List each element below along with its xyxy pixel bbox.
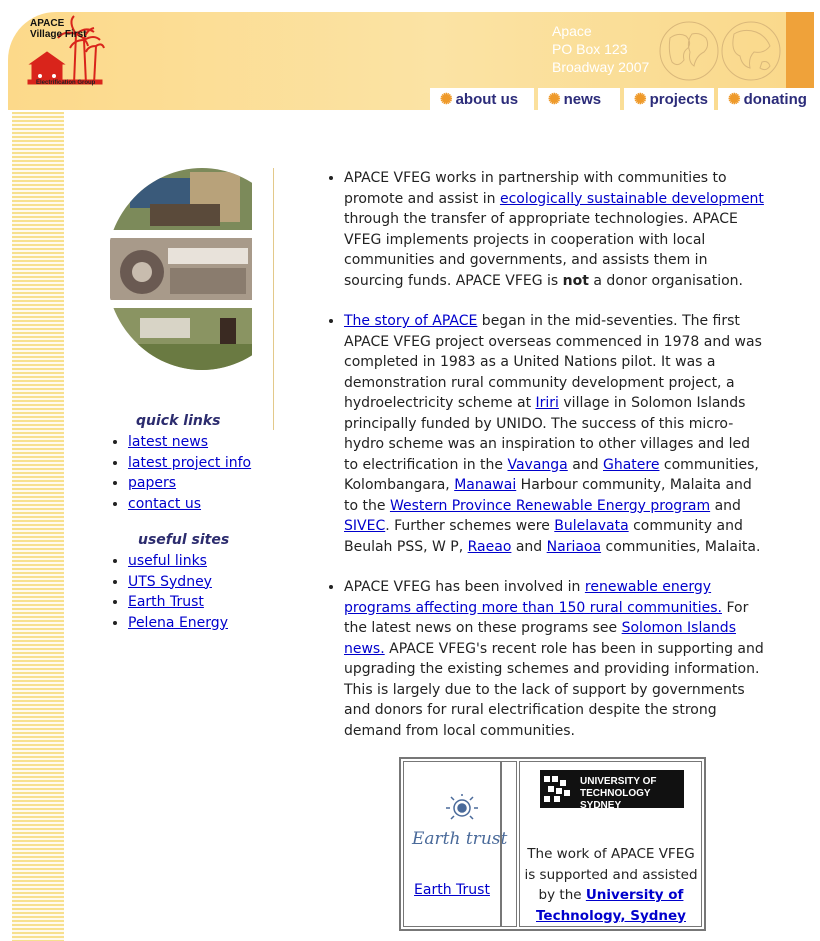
list-item — [128, 551, 228, 572]
sun-icon: ✺ — [548, 91, 561, 108]
useful-links-link[interactable]: useful links — [128, 553, 207, 569]
uts-logo-text — [580, 776, 684, 812]
list-item — [128, 494, 251, 515]
uts-description-text: The work of APACE VFEG is supported and assisted by the — [524, 846, 698, 903]
world-map-icon — [658, 20, 782, 82]
story-of-apace-link[interactable]: The story of APACE — [344, 313, 478, 329]
logo-title: APACE — [30, 18, 65, 29]
nav-about-us[interactable] — [430, 88, 534, 111]
decorative-stripe-bar — [12, 112, 64, 941]
programs-paragraph — [344, 577, 766, 741]
nav-label: news — [563, 91, 602, 108]
list-item — [128, 572, 228, 593]
header-accent-block — [786, 12, 814, 88]
pelena-energy-link[interactable]: Pelena Energy — [128, 614, 228, 631]
useful-sites-heading: useful sites — [138, 532, 230, 548]
earth-trust-logo-text: Earth trust — [412, 829, 508, 849]
logo-subtitle: Village First — [30, 29, 87, 40]
nav-news[interactable] — [538, 88, 620, 111]
main-nav — [430, 88, 814, 110]
content-list — [326, 168, 766, 741]
paragraph-text: Harbour community, Malaita and to the — [344, 477, 752, 514]
vavanga-link[interactable]: Vavanga — [507, 456, 568, 473]
list-item — [128, 592, 228, 613]
paragraph-text: . Further schemes were — [385, 518, 555, 534]
uts-logo-line: UNIVERSITY OF — [580, 776, 657, 787]
paragraph-text: APACE VFEG's recent role has been in supporting and upgrading the existing schemes and providing information. This is largely due to the lack of support by governments and donors for rural electrification despite the strong demand from local communities. — [344, 640, 764, 739]
nav-label: donating — [743, 91, 807, 108]
list-item — [128, 613, 228, 634]
table-spacer-cell — [501, 761, 517, 927]
nav-donating[interactable] — [718, 88, 814, 111]
ecologically-sustainable-development-link[interactable]: ecologically sustainable development — [499, 190, 764, 207]
paragraph-text: village in Solomon Islands principally funded by UNIDO. The success of this micro-hydro scheme was an inspiration to other villages and led to electrification in the — [344, 395, 751, 473]
papers-link[interactable]: papers — [128, 475, 177, 491]
earth-trust-link[interactable]: Earth Trust — [128, 594, 204, 610]
western-province-renewable-energy-link[interactable]: Western Province Renewable Energy program — [389, 497, 711, 514]
earth-trust-caption — [404, 882, 500, 898]
address-line: Apace — [552, 23, 592, 39]
sun-icon: ✺ — [634, 91, 647, 108]
sun-icon: ✺ — [440, 91, 453, 108]
latest-news-link[interactable]: latest news — [128, 434, 209, 450]
paragraph-text: communities, Kolombangara, — [344, 456, 759, 493]
list-item — [128, 432, 251, 453]
ghatere-link[interactable]: Ghatere — [603, 456, 660, 473]
uts-sydney-link[interactable]: UTS Sydney — [128, 573, 212, 590]
paragraph-text: began in the mid-seventies. The first APACE VFEG project overseas commenced in 1978 and was completed in 1983 as a United Nations pilot. It was a demonstration rural community development project, a hydroelectricity scheme at — [344, 313, 762, 411]
solomon-islands-news-link[interactable]: Solomon Islands news. — [344, 620, 736, 657]
uts-crest-icon — [544, 776, 572, 802]
uts-logo[interactable] — [540, 770, 684, 811]
nav-label: about us — [455, 91, 519, 108]
address-line: Broadway 2007 — [552, 59, 650, 75]
bulelavata-link[interactable]: Bulelavata — [554, 518, 629, 534]
earth-trust-logo-icon[interactable] — [410, 794, 508, 850]
supporters-table — [399, 757, 706, 931]
university-of-technology-sydney-link[interactable]: University of Technology, Sydney — [536, 887, 686, 924]
sivec-link[interactable]: SIVEC — [344, 518, 386, 534]
uts-cell — [519, 761, 702, 927]
contact-us-link[interactable]: contact us — [128, 495, 202, 512]
intro-paragraph — [344, 168, 766, 291]
sidebar-divider — [273, 168, 274, 430]
iriri-link[interactable]: Iriri — [535, 395, 559, 411]
main-content — [326, 168, 766, 761]
list-item — [128, 453, 251, 474]
uts-logo-line: TECHNOLOGY SYDNEY — [580, 788, 651, 811]
quick-links-list — [110, 432, 251, 514]
project-photo-collage — [110, 168, 252, 370]
paragraph-text: APACE VFEG has been involved in — [344, 579, 585, 595]
raeao-link[interactable]: Raeao — [467, 538, 512, 555]
paragraph-text: and — [710, 497, 741, 514]
useful-sites-list — [110, 551, 228, 633]
renewable-energy-programs-link[interactable]: renewable energy programs affecting more than 150 rural communities. — [344, 579, 722, 616]
latest-project-info-link[interactable]: latest project info — [128, 454, 252, 471]
quick-links-heading: quick links — [136, 413, 221, 429]
sun-icon: ✺ — [728, 91, 741, 108]
paragraph-text: APACE VFEG works in partnership with communities to promote and assist in — [344, 170, 727, 207]
nariaoa-link[interactable]: Nariaoa — [546, 538, 602, 555]
uts-description — [524, 844, 698, 926]
nav-projects[interactable] — [624, 88, 714, 111]
paragraph-text: community and Beulah PSS, W P, — [344, 518, 743, 555]
paragraph-text: a donor organisation. — [588, 272, 743, 289]
paragraph-text: and — [567, 456, 603, 473]
logo-tagline: Electrification Group — [36, 80, 96, 86]
manawai-link[interactable]: Manawai — [454, 477, 517, 493]
nav-label: projects — [649, 91, 708, 108]
paragraph-text: through the transfer of appropriate technologies. APACE VFEG implements projects in cooperation with local communities and governments, and assists them in sourcing funds. APACE VFEG is — [344, 211, 738, 289]
postal-address — [552, 22, 649, 76]
address-line: PO Box 123 — [552, 41, 628, 57]
paragraph-text: communities, Malaita. — [601, 538, 761, 555]
list-item — [128, 473, 251, 494]
earth-trust-link[interactable]: Earth Trust — [414, 882, 490, 898]
history-paragraph — [344, 311, 766, 557]
emphasis-text: not — [562, 272, 589, 289]
earth-trust-cell — [403, 761, 508, 927]
paragraph-text: For the latest news on these programs see — [344, 599, 749, 636]
paragraph-text: and — [511, 538, 547, 555]
